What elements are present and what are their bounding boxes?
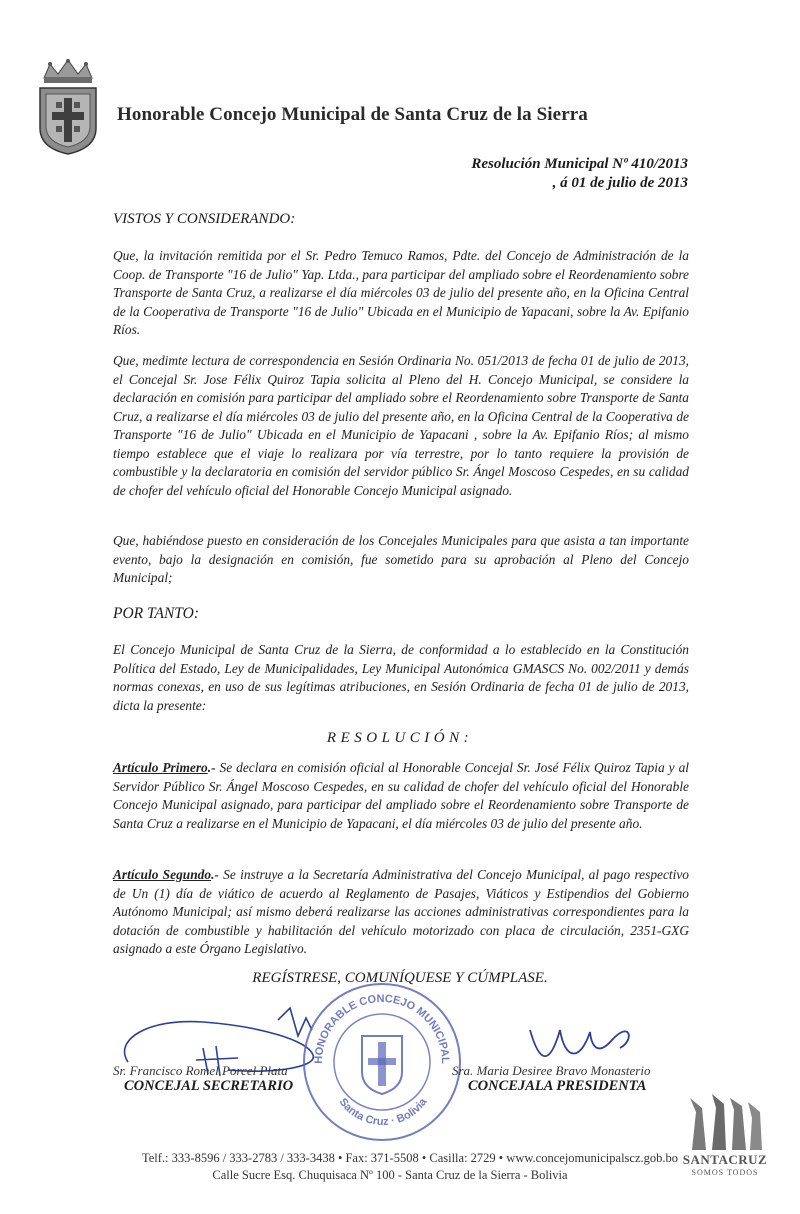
coat-of-arms	[36, 58, 100, 156]
logo-name: SANTACRUZ	[682, 1152, 768, 1167]
right-signer-role: CONCEJALA PRESIDENTA	[468, 1078, 647, 1094]
article-2	[113, 866, 689, 959]
stamp-icon	[300, 980, 465, 1145]
left-signer-name: Sr. Francisco Romel Porcel Plata	[113, 1063, 288, 1078]
article-2-punct: .-	[211, 867, 219, 882]
logo-tagline: SOMOS TODOS	[691, 1168, 759, 1177]
crest-icon	[36, 58, 100, 156]
paragraph-2: Que, medimte lectura de correspondencia en Sesión Ordinaria No. 051/2013 de fecha 01 de julio de 2013, el Concejal Sr. Jose Félix Quiroz Tapia solicita al Pleno del H. Concejo Municipal, se considere la declaración en comisión para participar del ampliado sobre el Reordenamiento sobre Transporte de Santa Cruz, a realizarse el día miércoles 03 de julio del presente año, en la Oficina Central de la Cooperativa de Transporte "16 de Julio" Ubicada en el Municipio de Yapacani , sobre la Av. Epifanio Ríos; al mismo tiempo establece que el viaje lo realizara por vía terrestre, por lo tanto requiere la provisión de combustible y la declaratoria en comisión del servidor público Sr. Ángel Moscoso Cespedes, en su calidad de chofer del vehículo oficial del Honorable Concejo Municipal asignado.	[113, 353, 689, 498]
signature-right-icon	[520, 1010, 650, 1070]
svg-text:Santa Cruz · Bolivia	[337, 1096, 430, 1129]
resolution-number: Resolución Municipal Nº 410/2013	[471, 156, 688, 172]
footer-address: Calle Sucre Esq. Chuquisaca Nº 100 - Santa Cruz de la Sierra - Bolivia	[212, 1168, 568, 1182]
stamp-top-text: HONORABLE CONCEJO MUNICIPAL	[312, 992, 452, 1065]
article-1-text: Se declara en comisión oficial al Honorable Concejal Sr. José Félix Quiroz Tapia y al Servidor Público Sr. Ángel Moscoso Cespedes, en su calidad de chofer del vehículo oficial del Honorable Concejo Municipal asignado, para participar del ampliado sobre el Reordenamiento sobre Transporte de Santa Cruz a realizarse en el Municipio de Yapacani, el día miércoles 03 de julio del presente año.	[113, 760, 689, 831]
paragraph-4: El Concejo Municipal de Santa Cruz de la Sierra, de conformidad a lo establecido en la Constitución Política del Estado, Ley de Municipalidades, Ley Municipal Autonómica GMASCS No. 002/2011 y demás normas conexas, en uso de sus legítimas atribuciones, en Sesión Ordinaria de fecha 01 de julio de 2013, dicta la presente:	[113, 642, 689, 713]
left-signer-role: CONCEJAL SECRETARIO	[124, 1078, 294, 1094]
stamp-bottom-text: Santa Cruz · Bolivia	[336, 1096, 430, 1129]
article-1-punct: .-	[207, 760, 216, 775]
article-2-label: Artículo Segundo	[113, 867, 212, 882]
logo-figures-icon	[680, 1092, 770, 1154]
article-1-label: Artículo Primero	[113, 760, 208, 775]
paragraph-1: Que, la invitación remitida por el Sr. Pedro Temuco Ramos, Pdte. del Concejo de Administración de la Coop. de Transporte "16 de Julio" Yap. Ltda., para participar del ampliado sobre el Reordenamiento sobre Transporte de Santa Cruz, a realizarse el día miércoles 03 de julio del presente año, en la Oficina Central de la Cooperativa de Transporte "16 de Julio" Ubicada en el Municipio de Yapacani, sobre la Av. Epifanio Ríos.	[113, 248, 689, 337]
article-1	[113, 759, 689, 833]
resolution-date: , á 01 de julio de 2013	[552, 175, 688, 191]
official-stamp	[300, 980, 465, 1145]
vistos-heading: VISTOS Y CONSIDERANDO:	[113, 211, 296, 227]
closing-formula: REGÍSTRESE, COMUNÍQUESE Y CÚMPLASE.	[252, 970, 548, 986]
paragraph-3: Que, habiéndose puesto en consideración de los Concejales Municipales para que asista a tan importante evento, bajo la designación en comisión, fue sometido para su aprobación al Pleno del Concejo Municipal;	[113, 533, 689, 585]
right-signer-name: Sra. Maria Desiree Bravo Monasterio	[452, 1063, 651, 1078]
footer-contact: Telf.: 333-8596 / 333-2783 / 333-3438 • Fax: 371-5508 • Casilla: 2729 • www.concejomunicipalscz.gob.bo	[141, 1151, 679, 1165]
resolution-heading: RESOLUCIÓN:	[326, 730, 474, 746]
right-signature	[520, 1010, 650, 1070]
organization-title: Honorable Concejo Municipal de Santa Cruz de la Sierra	[117, 104, 588, 125]
por-tanto-heading: POR TANTO:	[113, 605, 199, 622]
article-2-text: Se instruye a la Secretaría Administrativa del Concejo Municipal, al pago respectivo de Un (1) día de viático de acuerdo al Reglamento de Pasajes, Viáticos y Estipendios del Gobierno Autónomo Municipal; así mismo deberá realizarse las acciones administrativas correspondientes para la dotación de combustible y habilitación del vehículo motorizado con placa de circulación, 2351-GXG asignado a este Órgano Legislativo.	[113, 867, 689, 956]
